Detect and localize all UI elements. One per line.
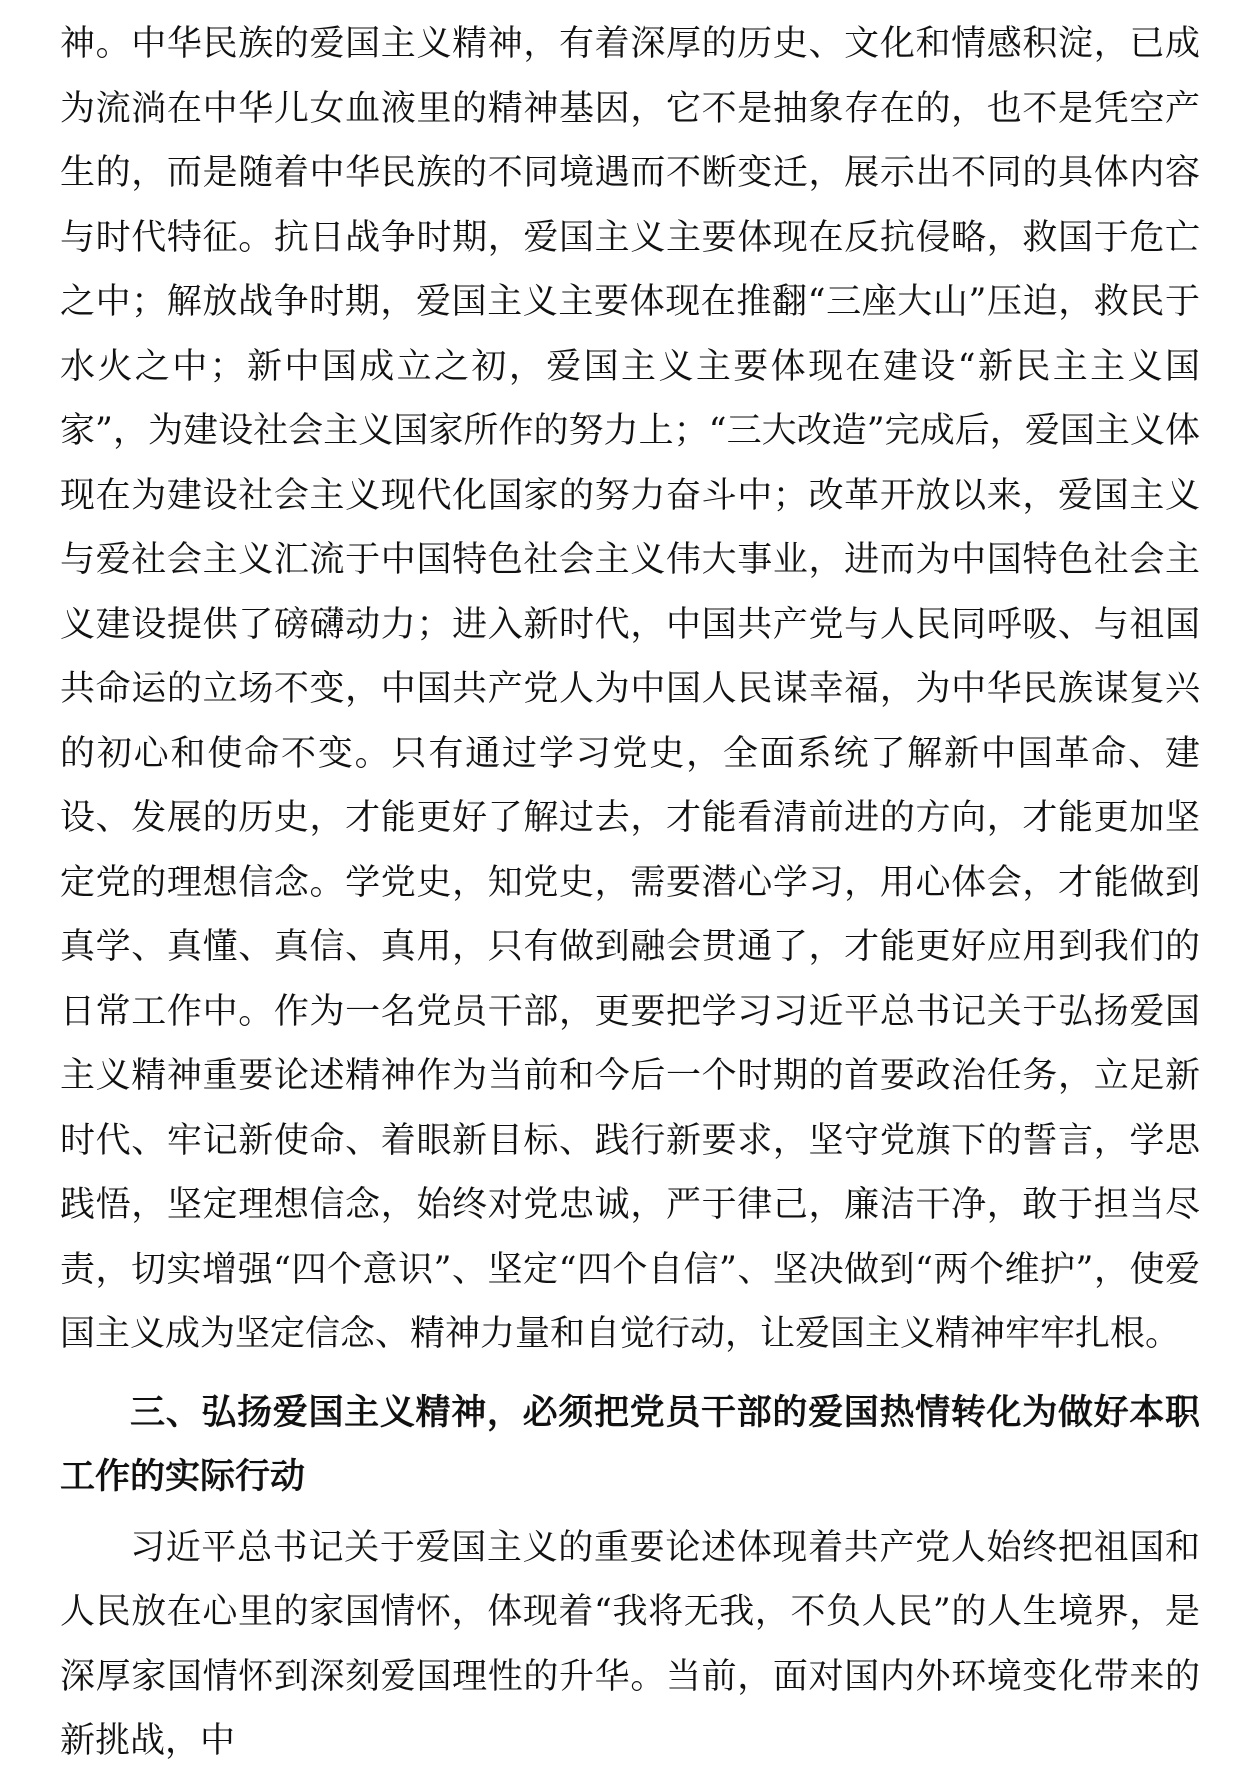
- document-page: [60, 12, 1200, 1774]
- section-heading: 三、弘扬爱国主义精神，必须把党员干部的爱国热情转化为做好本职工作的实际行动: [60, 1392, 1200, 1497]
- body-paragraph-continued: 神。中华民族的爱国主义精神，有着深厚的历史、文化和情感积淀，已成为流淌在中华儿女血液里的精神基因，它不是抽象存在的，也不是凭空产生的，而是随着中华民族的不同境遇而不断变迁，展示出不同的具体内容与时代特征。抗日战争时期，爱国主义主要体现在反抗侵略，救国于危亡之中；解放战争时期，爱国主义主要体现在推翻“三座大山”压迫，救民于水火之中；新中国成立之初，爱国主义主要体现在建设“新民主主义国家”，为建设社会主义国家所作的努力上；“三大改造”完成后，爱国主义体现在为建设社会主义现代化国家的努力奋斗中；改革开放以来，爱国主义与爱社会主义汇流于中国特色社会主义伟大事业，进而为中国特色社会主义建设提供了磅礴动力；进入新时代，中国共产党与人民同呼吸、与祖国共命运的立场不变，中国共产党人为中国人民谋幸福，为中华民族谋复兴的初心和使命不变。只有通过学习党史，全面系统了解新中国革命、建设、发展的历史，才能更好了解过去，才能看清前进的方向，才能更加坚定党的理想信念。学党史，知党史，需要潜心学习，用心体会，才能做到真学、真懂、真信、真用，只有做到融会贯通了，才能更好应用到我们的日常工作中。作为一名党员干部，更要把学习习近平总书记关于弘扬爱国主义精神重要论述精神作为当前和今后一个时期的首要政治任务，立足新时代、牢记新使命、着眼新目标、践行新要求，坚守党旗下的誓言，学思践悟，坚定理想信念，始终对党忠诚，严于律己，廉洁干净，敢于担当尽责，切实增强“四个意识”、坚定“四个自信”、坚决做到“两个维护”，使爱国主义成为坚定信念、精神力量和自觉行动，让爱国主义精神牢牢扎根。: [60, 24, 1200, 1354]
- body-paragraph: 习近平总书记关于爱国主义的重要论述体现着共产党人始终把祖国和人民放在心里的家国情怀，体现着“我将无我，不负人民”的人生境界，是深厚家国情怀到深刻爱国理性的升华。当前，面对国内外环境变化带来的新挑战，中: [60, 1527, 1200, 1761]
